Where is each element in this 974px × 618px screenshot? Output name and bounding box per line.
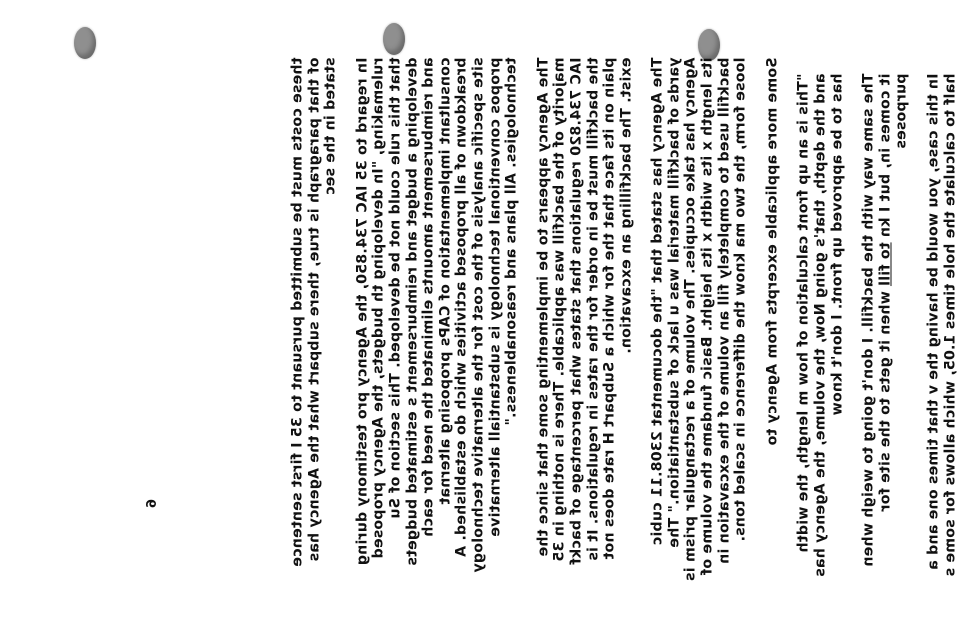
- paragraph-3: The Agency appears to be implementing some that since the majority of the backfill was applicable. There is nothing in 35 IAC 734.820 regulations that states what percentage of backf the backfill must be in order for the rates in regulations. It is plain on its face that the for which a Subpart H rate does not exist. The backfilling an excavation.: [535, 57, 635, 565]
- quote-paragraph-3: In this case, you would be having the v that times one and a half to calculate the hole times 1.05, which allows for some s: [925, 73, 959, 577]
- quote-paragraph-1: "This is an up front calculation of how m length, the width and the depth, that's going Now, the volume, the Agency has has to be approved up front. I don't know: [795, 73, 846, 577]
- paragraph-5: Some more applicable excerpts from Agency to: [764, 57, 781, 446]
- underlined-text: to fill: [877, 242, 894, 287]
- quote-paragraph-2: The same way with the backfill. I don't going to weigh when it comes in, but I kn to fill when it gets to the site for purposes: [860, 73, 910, 567]
- paragraph-2: In regard to 35 IAC 734.850, the Agency pro testimony during rulemaking, "In developing th budgets, the Agency proposed that this rule could not be developed. This section of Su developing a budget and reimbursement s estimated budgets and reimbursement amounts eliminated the need for each consultant implementation of CAPs proposing alternat breakdown of all proposed activities which do established. A site specific analysis of the cost for the alternative technology propos conventional technology is substantiall alternative technologies. All plans and reasonableness.": [354, 57, 520, 573]
- document-page: [289, 57, 959, 583]
- paragraph-4: The Agency has stated that "the documentat 2308.11 cubic yards of backfill material was u lack of substantiation." The Agency has take occupies. The volume of a rectangular prism is its length x its width x its height. Basic fundame the volume of backfill used to completely fill an volume of the excavation in loose form, the two ma know the difference in scaled tons.: [649, 57, 749, 582]
- binder-hole-left: [74, 27, 96, 59]
- binder-hole-right: [698, 29, 720, 61]
- page-number: 6: [145, 498, 161, 509]
- binder-hole-center: [383, 23, 405, 55]
- paragraph-1: these costs must be submitted pursuant to 35 I first sentence of that paragraph is true, there subpart what the Agency has stated in the sec: [289, 57, 339, 567]
- document-body: [290, 58, 974, 583]
